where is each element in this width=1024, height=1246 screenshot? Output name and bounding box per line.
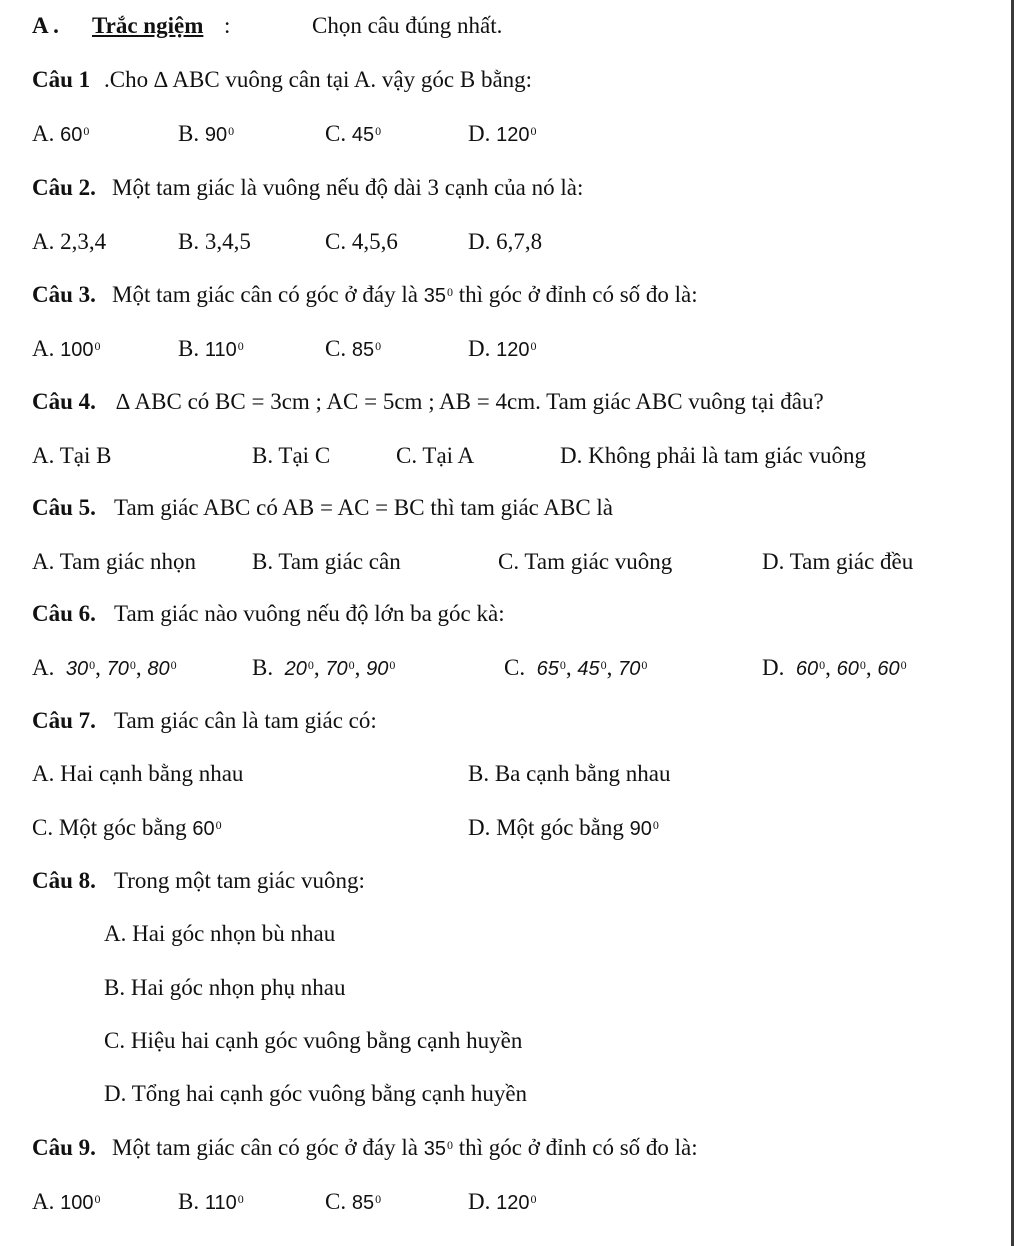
option-b: B. $110^0$	[178, 1189, 244, 1214]
question-number: Câu 9.	[32, 1135, 96, 1160]
option-b: B. Tại C	[252, 443, 331, 468]
option-c: C. Một góc bằng $60^0$	[32, 815, 222, 840]
question-number: Câu 7.	[32, 708, 96, 733]
option-c: C. $85^0$	[325, 1189, 382, 1214]
option-a: A. Tam giác nhọn	[32, 549, 197, 574]
question-number: Câu 6.	[32, 601, 96, 626]
option-d: D. Tổng hai cạnh góc vuông bằng cạnh huyền	[104, 1081, 528, 1106]
option-a: A. Hai góc nhọn bù nhau	[104, 921, 336, 946]
option-a: A. Tại B	[32, 443, 112, 468]
section-colon: :	[224, 13, 231, 38]
option-d: D. 6,7,8	[468, 229, 543, 254]
option-c: C. Tam giác vuông	[498, 549, 673, 574]
question-text: Một tam giác là vuông nếu độ dài 3 cạnh của nó là:	[112, 175, 584, 200]
option-a: A. $60^0$	[32, 121, 90, 146]
option-d: D. Một góc bằng $90^0$	[468, 815, 659, 840]
option-b: B. Hai góc nhọn phụ nhau	[104, 975, 346, 1000]
option-c: C. $45^0$	[325, 121, 382, 146]
option-d: D. Tam giác đều	[762, 549, 914, 574]
option-d: D. $60^0$, $60^0$, $60^0$	[762, 655, 907, 680]
question-text: .Cho ∆ ABC vuông cân tại A. vậy góc B bằng:	[104, 67, 533, 92]
option-c: C. 4,5,6	[325, 229, 398, 254]
option-b: B. $110^0$	[178, 336, 244, 361]
option-c: C. Tại A	[396, 443, 475, 468]
page-edge-divider	[1011, 0, 1014, 1246]
question-text: ∆ ABC có BC = 3cm ; AC = 5cm ; AB = 4cm. Tam giác ABC vuông tại đâu?	[116, 389, 824, 414]
question-number: Câu 8.	[32, 868, 96, 893]
question-text: Một tam giác cân có góc ở đáy là $35^0$ thì góc ở đỉnh có số đo là:	[112, 282, 698, 307]
option-b: B. $90^0$	[178, 121, 235, 146]
option-b: B. $20^0$, $70^0$, $90^0$	[252, 655, 396, 680]
option-c: C. $85^0$	[325, 336, 382, 361]
option-a: A. $30^0$, $70^0$, $80^0$	[32, 655, 177, 680]
section-title: Trắc ngiệm	[92, 13, 204, 38]
section-label: A .	[32, 13, 59, 38]
option-a: A. 2,3,4	[32, 229, 107, 254]
option-d: D. $120^0$	[468, 336, 537, 361]
option-b: B. Ba cạnh bằng nhau	[468, 761, 671, 786]
question-text: Tam giác nào vuông nếu độ lớn ba góc kà:	[114, 601, 505, 626]
section-instruction: Chọn câu đúng nhất.	[312, 13, 503, 38]
option-b: B. Tam giác cân	[252, 549, 401, 574]
question-number: Câu 1	[32, 67, 91, 92]
question-text: Tam giác ABC có AB = AC = BC thì tam giác ABC là	[114, 495, 614, 520]
question-number: Câu 4.	[32, 389, 96, 414]
option-b: B. 3,4,5	[178, 229, 251, 254]
option-d: D. Không phải là tam giác vuông	[560, 443, 866, 468]
option-a: A. $100^0$	[32, 336, 101, 361]
question-number: Câu 5.	[32, 495, 96, 520]
question-text: Tam giác cân là tam giác có:	[114, 708, 377, 733]
question-text: Một tam giác cân có góc ở đáy là $35^0$ thì góc ở đỉnh có số đo là:	[112, 1135, 698, 1160]
question-number: Câu 2.	[32, 175, 96, 200]
option-d: D. $120^0$	[468, 1189, 537, 1214]
option-a: A. Hai cạnh bằng nhau	[32, 761, 244, 786]
question-number: Câu 3.	[32, 282, 96, 307]
option-a: A. $100^0$	[32, 1189, 101, 1214]
option-c: C. $65^0$, $45^0$, $70^0$	[504, 655, 648, 680]
option-c: C. Hiệu hai cạnh góc vuông bằng cạnh huyền	[104, 1028, 523, 1053]
option-d: D. $120^0$	[468, 121, 537, 146]
question-text: Trong một tam giác vuông:	[114, 868, 365, 893]
